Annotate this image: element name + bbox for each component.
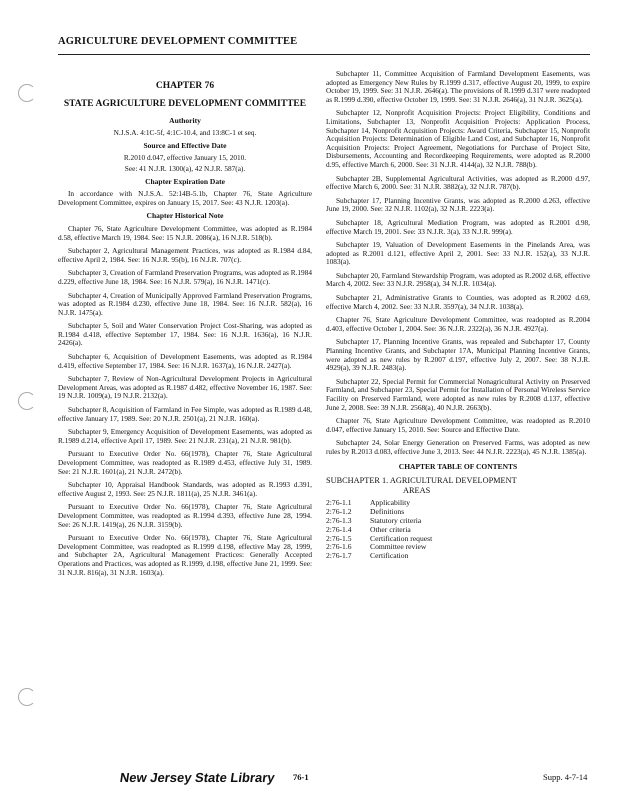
history-paragraph: Subchapter 24, Solar Energy Generation on Preserved Farms, was adopted as new rules by R.2013 d.083, effective June 3, 2013. See: 44 N.J.R. 2223(a), 45 N.J.R. 1385(a). xyxy=(326,438,590,456)
history-paragraph: Subchapter 8, Acquisition of Farmland in Fee Simple, was adopted as R.1989 d.48, effective January 17, 1989. See: 20 N.J.R. 2501(a), 21 N.J.R. 160(a). xyxy=(58,405,312,423)
history-paragraph: Subchapter 5, Soil and Water Conservation Project Cost-Sharing, was adopted as R.1984 d.418, effective September 17, 1984. See: 16 N.J.R. 1636(a), 16 N.J.R. 2426(a). xyxy=(58,321,312,348)
history-paragraph: Subchapter 20, Farmland Stewardship Program, was adopted as R.2002 d.68, effective March 4, 2002. See: 33 N.J.R. 2958(a), 34 N.J.R. 1034(a). xyxy=(326,270,590,289)
history-paragraph: Subchapter 10, Appraisal Handbook Standards, was adopted as R.1993 d.391, effective August 2, 1993. See: 25 N.J.R. 1811(a), 25 N.J.R. 3461(a). xyxy=(58,480,312,498)
section-title: Other criteria xyxy=(370,524,411,534)
history-paragraph: Subchapter 17, Planning Incentive Grants, was repealed and Subchapter 17, County Planning Incentive Grants, and Subchapter 17A, Municipal Planning Incentive Grants, were adopted as new rules by R.2007 d.197, effective July 2, 2007. See: 38 N.J.R. 4929(a), 39 N.J.R. 2483(a). xyxy=(326,337,590,373)
toc-entry[interactable] xyxy=(326,543,590,552)
running-head: AGRICULTURE DEVELOPMENT COMMITTEE xyxy=(58,36,298,47)
toc-entry[interactable] xyxy=(326,526,590,535)
section-number: 2:76-1.3 xyxy=(326,515,352,525)
history-heading: Chapter Historical Note xyxy=(146,211,224,221)
section-title: Statutory criteria xyxy=(370,515,422,525)
binder-hole xyxy=(18,392,36,410)
subchapter-heading xyxy=(326,476,590,495)
toc-entry[interactable] xyxy=(326,552,590,561)
history-paragraph: Chapter 76, State Agriculture Development Committee, was readopted as R.2010 d.047, effective January 15, 2010. See: Source and Effective Date. xyxy=(326,416,590,434)
chapter-title: STATE AGRICULTURE DEVELOPMENT COMMITTEE xyxy=(63,98,307,109)
history-paragraph: Pursuant to Executive Order No. 66(1978), Chapter 76, State Agricultural Development Committee, was readopted as R.1994 d.393, effective June 28, 1994. See: 26 N.J.R. 1419(a), 26 N.J.R. 3159(b). xyxy=(58,502,312,529)
toc-entry[interactable] xyxy=(326,517,590,526)
section-title: Certification request xyxy=(370,533,433,543)
binder-hole xyxy=(18,688,36,706)
history-paragraph: Subchapter 2, Agricultural Management Practices, was adopted as R.1984 d.84, effective April 2, 1984. See: 16 N.J.R. 95(b), 16 N.J.R. 707(c). xyxy=(58,246,312,264)
toc-entry[interactable] xyxy=(326,499,590,508)
toc-heading: CHAPTER TABLE OF CONTENTS xyxy=(398,461,518,471)
section-title: Applicability xyxy=(370,498,411,508)
history-paragraph: Subchapter 7, Review of Non-Agricultural Development Projects in Agricultural Development Areas, was adopted as R.1987 d.482, effective November 16, 1987. See: 19 N.J.R. 1009(a), 19 N.J.R. 2132(a). xyxy=(58,374,312,401)
section-title: Certification xyxy=(370,551,409,561)
subchapter-heading-line: AREAS xyxy=(403,485,431,495)
history-paragraph: Chapter 76, State Agriculture Development Committee, was adopted as R.1984 d.58, effective March 19, 1984. See: 15 N.J.R. 2086(a), 16 N.J.R. 518(b). xyxy=(58,223,312,242)
expiration-heading: Chapter Expiration Date xyxy=(145,176,225,186)
history-paragraph: Subchapter 6, Acquisition of Development Easements, was adopted as R.1984 d.419, effective September 17, 1984. See: 16 N.J.R. 1637(a), 16 N.J.R. 2427(a). xyxy=(58,352,312,370)
expiration-text: In accordance with N.J.S.A. 52:14B-5.1b, Chapter 76, State Agriculture Development Committee, expires on January 15, 2017. See: 43 N.J.R. 1203(a). xyxy=(58,189,312,207)
history-paragraph: Subchapter 22, Special Permit for Commercial Nonagricultural Activity on Preserved Farmland, and Subchapter 23, Special Permit for Installation of Personal Wireless Service Facility on Preserved Farmland, were adopted as new rules by R.2008 d.137, effective June 2, 2008. See: 39 N.J.R. 2568(a), 40 N.J.R. 2663(b). xyxy=(326,376,590,412)
history-paragraph: Subchapter 9, Emergency Acquisition of Development Easements, was adopted as R.1989 d.214, effective April 17, 1989. See: 21 N.J.R. 231(a), 21 N.J.R. 981(b). xyxy=(58,427,312,445)
history-paragraph: Subchapter 21, Administrative Grants to Counties, was adopted as R.2002 d.69, effective March 4, 2002. See: 33 N.J.R. 3597(a), 34 N.J.R. 1038(a). xyxy=(326,293,590,311)
history-paragraph: Pursuant to Executive Order No. 66(1978), Chapter 76, State Agricultural Development Committee, was readopted as R.1999 d.198, effective May 28, 1999, and Subchapter 2A, Agricultural Management Practices: Generally Accepted Operations and Practices, was adopted as R.1999, d.198, effective June 21, 1999. See: 31 N.J.R. 816(a), 31 N.J.R. 1603(a). xyxy=(58,533,312,577)
supplement-date: Supp. 4-7-14 xyxy=(543,772,588,782)
history-paragraph: Chapter 76, State Agriculture Development Committee, was readopted as R.2004 d.403, effective October 1, 2004. See: 36 N.J.R. 2322(a), 36 N.J.R. 4927(a). xyxy=(326,315,590,333)
section-number: 2:76-1.2 xyxy=(326,507,352,517)
history-paragraph: Subchapter 3, Creation of Farmland Preservation Programs, was adopted as R.1984 d.229, effective June 18, 1984. See: 16 N.J.R. 579(a), 16 N.J.R. 1471(c). xyxy=(58,268,312,286)
section-number: 2:76-1.4 xyxy=(326,524,352,534)
history-paragraph: Pursuant to Executive Order No. 66(1978), Chapter 76, State Agricultural Development Committee, was readopted as R.1989 d.453, effective July 31, 1989. See: 21 N.J.R. 1601(a), 21 N.J.R. 2472(b). xyxy=(58,449,312,476)
section-number: 2:76-1.5 xyxy=(326,533,352,543)
history-paragraph: Subchapter 11, Committee Acquisition of Farmland Development Easements, was adopted as Emergency New Rules by R.1999 d.317, effective August 20, 1999, to expire October 19, 1999. See: 31 N.J.R. 2646(a). The provisions of R.1999 d.317 were readopted as R.1999 d.390, effective October 19, 1999. See: 31 N.J.R. 2646(a), 31 N.J.R. 3625(a). xyxy=(326,69,590,104)
left-column xyxy=(58,70,312,582)
authority-text: N.J.S.A. 4:1C-5f, 4:1C-10.4, and 13:8C-1 et seq. xyxy=(113,128,257,138)
section-title: Committee review xyxy=(370,542,427,552)
section-number: 2:76-1.1 xyxy=(326,498,352,508)
subchapter-heading-line: SUBCHAPTER 1. AGRICULTURAL DEVELOPMENT xyxy=(326,476,517,486)
toc-entry[interactable] xyxy=(326,508,590,517)
history-paragraph: Subchapter 17, Planning Incentive Grants, was adopted as R.2000 d.263, effective June 19, 2000. See: 32 N.J.R. 1102(a), 32 N.J.R. 2223(a). xyxy=(326,195,590,214)
history-paragraph: Subchapter 19, Valuation of Development Easements in the Pinelands Area, was adopted as R.2001 d.121, effective April 2, 2001. See: 33 N.J.R. 152(a), 33 N.J.R. 1083(a). xyxy=(326,240,590,267)
history-paragraph: Subchapter 18, Agricultural Mediation Program, was adopted as R.2001 d.98, effective March 19, 2001. See: 33 N.J.R. 3(a), 33 N.J.R. 999(a). xyxy=(326,217,590,236)
binder-hole xyxy=(18,84,36,102)
section-number: 2:76-1.7 xyxy=(326,551,352,561)
section-title: Definitions xyxy=(370,507,405,517)
authority-heading: Authority xyxy=(169,115,201,125)
right-column xyxy=(326,70,590,561)
source-heading: Source and Effective Date xyxy=(143,140,227,150)
toc-entry[interactable] xyxy=(326,535,590,544)
page-number: 76-1 xyxy=(293,772,309,782)
chapter-number: CHAPTER 76 xyxy=(155,81,215,91)
source-line: See: 41 N.J.R. 1300(a), 42 N.J.R. 587(a). xyxy=(124,163,246,173)
section-number: 2:76-1.6 xyxy=(326,542,352,552)
header-rule xyxy=(58,54,590,55)
binder-holes xyxy=(18,0,38,800)
library-watermark: New Jersey State Library xyxy=(118,770,276,785)
history-paragraph: Subchapter 2B, Supplemental Agricultural Activities, was adopted as R.2000 d.97, effective March 6, 2000. See: 31 N.J.R. 3882(a), 32 N.J.R. 787(b). xyxy=(326,173,590,192)
history-paragraph: Subchapter 4, Creation of Municipally Approved Farmland Preservation Programs, was adopted as R.1984 d.230, effective June 18, 1984. See: 16 N.J.R. 582(a), 16 N.J.R. 1475(a). xyxy=(58,290,312,317)
history-paragraph: Subchapter 12, Nonprofit Acquisition Projects: Project Eligibility, Conditions and Limitations, Subchapter 13, Nonprofit Acquisition Projects: Application Process, Subchapter 14, Nonprofit Acquisition Projects: Award Criteria, Subchapter 15, Nonprofit Acquisition Projects: Determination of Eligible Land Cost, and Subchapter 16, Nonprofit Acquisition Projects: Project Agreement, Negotiations for Purchase of Project Site, Disbursements, Accounting and Recordkeeping Requirements, were adopted as R.2000 d.95, effective March 6, 2000. See: 31 N.J.R. 4144(a), 32 N.J.R. 788(b). xyxy=(326,108,590,169)
source-line: R.2010 d.047, effective January 15, 2010. xyxy=(123,153,247,163)
